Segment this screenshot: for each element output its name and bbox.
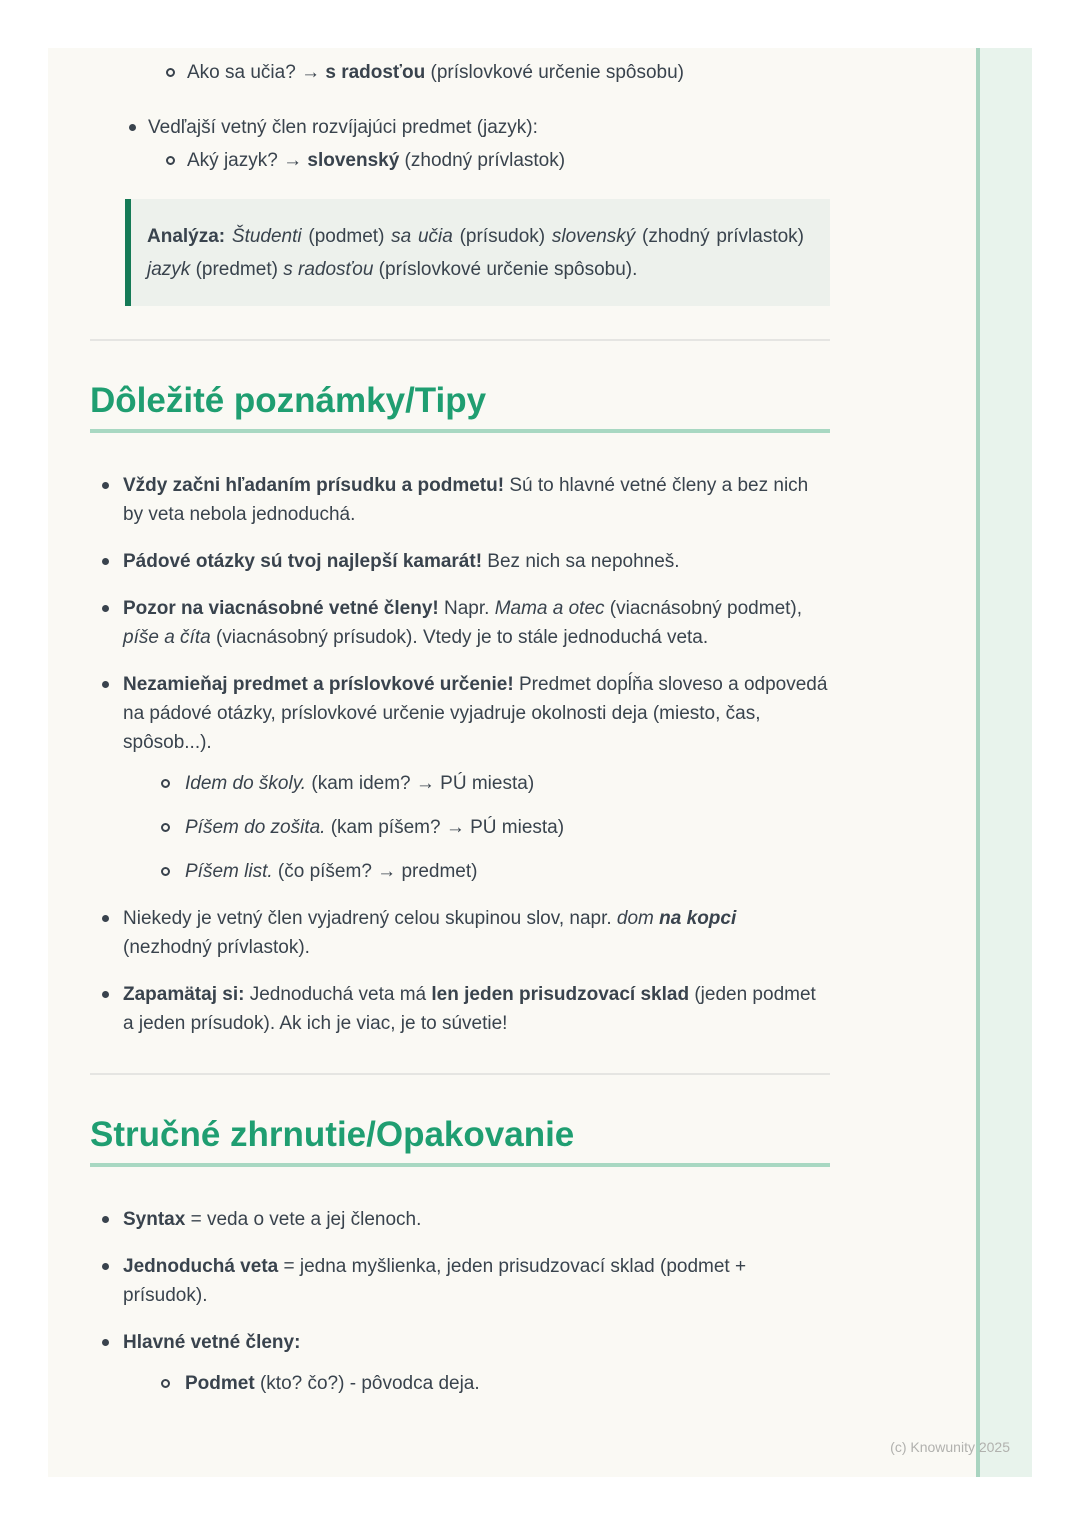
intro-list bbox=[90, 58, 830, 175]
bullet-dot-icon bbox=[102, 991, 109, 998]
copyright-note: (c) Knowunity 2025 bbox=[890, 1439, 1010, 1455]
list-item bbox=[123, 857, 830, 886]
list-item bbox=[90, 547, 830, 576]
section-divider bbox=[90, 1073, 830, 1075]
bullet-circle-icon bbox=[166, 156, 175, 165]
bullet-dot-icon bbox=[102, 1216, 109, 1223]
bullet-dot-icon bbox=[129, 124, 136, 131]
list-item bbox=[90, 1328, 830, 1398]
bullet-circle-icon bbox=[166, 68, 175, 77]
list-item-text: Podmet (kto? čo?) - pôvodca deja. bbox=[185, 1373, 480, 1394]
bullet-dot-icon bbox=[102, 915, 109, 922]
section-divider bbox=[90, 339, 830, 341]
list-item bbox=[90, 1205, 830, 1234]
list-item bbox=[90, 113, 830, 142]
bullet-dot-icon bbox=[102, 1339, 109, 1346]
bullet-circle-icon bbox=[161, 823, 170, 832]
bullet-circle-icon bbox=[161, 779, 170, 788]
tips-list bbox=[90, 471, 830, 1038]
list-item-text: Niekedy je vetný člen vyjadrený celou skupinou slov, napr. dom na kopci (nezhodný prívlastok). bbox=[123, 908, 737, 958]
list-item-text: Syntax = veda o vete a jej členoch. bbox=[123, 1209, 422, 1230]
title-underline bbox=[90, 1163, 830, 1167]
bullet-circle-icon bbox=[161, 867, 170, 876]
list-item-text: Zapamätaj si: Jednoduchá veta má len jeden prisudzovací sklad (jeden podmet a jeden prísudok). Ak ich je viac, je to súvetie! bbox=[123, 984, 816, 1034]
section-title-summary: Stručné zhrnutie/Opakovanie bbox=[90, 1115, 575, 1154]
section-title-tips: Dôležité poznámky/Tipy bbox=[90, 381, 487, 420]
bullet-dot-icon bbox=[102, 558, 109, 565]
bullet-dot-icon bbox=[102, 681, 109, 688]
list-item-text: Vedľajší vetný člen rozvíjajúci predmet (jazyk): bbox=[148, 117, 538, 138]
list-item bbox=[90, 904, 830, 962]
page-content bbox=[90, 58, 830, 1398]
list-item-text: Píšem list. (čo píšem? → predmet) bbox=[185, 861, 478, 882]
analysis-callout-text: Analýza: Študenti (podmet) sa učia (prísudok) slovenský (zhodný prívlastok) jazyk (predmet) s radosťou (príslovkové určenie spôsobu). bbox=[147, 226, 805, 280]
list-item-text: Nezamieňaj predmet a príslovkové určenie! Predmet dopĺňa sloveso a odpovedá na pádové otázky, príslovkové určenie vyjadruje okolnosti deja (miesto, čas, spôsob...). bbox=[123, 674, 828, 753]
bullet-circle-icon bbox=[161, 1379, 170, 1388]
document-page bbox=[48, 48, 1032, 1477]
bullet-dot-icon bbox=[102, 605, 109, 612]
list-item bbox=[90, 594, 830, 652]
list-item-text: Vždy začni hľadaním prísudku a podmetu! Sú to hlavné vetné členy a bez nich by veta nebola jednoduchá. bbox=[123, 475, 809, 525]
bullet-dot-icon bbox=[102, 482, 109, 489]
bullet-dot-icon bbox=[102, 1263, 109, 1270]
sub-list bbox=[123, 1369, 830, 1398]
summary-list bbox=[90, 1205, 830, 1398]
list-item-text: Ako sa učia? → s radosťou (príslovkové určenie spôsobu) bbox=[187, 62, 684, 83]
sub-list bbox=[123, 769, 830, 886]
list-item bbox=[90, 980, 830, 1038]
list-item bbox=[90, 471, 830, 529]
list-item-text: Píšem do zošita. (kam píšem? → PÚ miesta) bbox=[185, 817, 565, 838]
list-item bbox=[123, 813, 830, 842]
list-item-text: Hlavné vetné členy: bbox=[123, 1332, 301, 1353]
title-underline bbox=[90, 429, 830, 433]
analysis-callout bbox=[125, 199, 830, 306]
list-item-text: Pozor na viacnásobné vetné členy! Napr. Mama a otec (viacnásobný podmet), píše a číta (viacnásobný prísudok). Vtedy je to stále jednoduchá veta. bbox=[123, 598, 803, 648]
list-item bbox=[90, 670, 830, 886]
list-item bbox=[123, 1369, 830, 1398]
list-item-text: Pádové otázky sú tvoj najlepší kamarát! Bez nich sa nepohneš. bbox=[123, 551, 680, 572]
list-item bbox=[90, 1252, 830, 1310]
list-item-text: Jednoduchá veta = jedna myšlienka, jeden prisudzovací sklad (podmet + prísudok). bbox=[123, 1256, 747, 1306]
list-item bbox=[90, 58, 830, 87]
list-item bbox=[90, 146, 830, 175]
list-item-text: Aký jazyk? → slovenský (zhodný prívlastok) bbox=[187, 150, 566, 171]
list-item bbox=[123, 769, 830, 798]
page-edge-strip bbox=[976, 48, 1032, 1477]
list-item-text: Idem do školy. (kam idem? → PÚ miesta) bbox=[185, 773, 535, 794]
